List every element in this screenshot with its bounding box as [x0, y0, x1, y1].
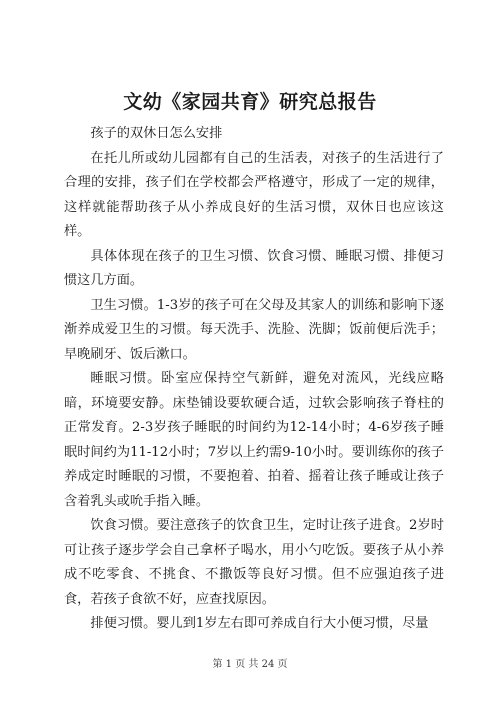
paragraph: 在托儿所或幼儿园都有自己的生活表，对孩子的生活进行了合理的安排，孩子们在学校都会严格遵守，形成了一定的规律，这样就能帮助孩子从小养成良好的生活习惯，双休日也应该这样。 [64, 150, 444, 239]
document-body [64, 122, 444, 637]
paragraph: 卫生习惯。1-3岁的孩子可在父母及其家人的训练和影响下逐渐养成爱卫生的习惯。每天洗手、洗脸、洗脚；饭前便后洗手；早晚刷牙、饭后漱口。 [64, 297, 444, 362]
paragraph: 饮食习惯。要注意孩子的饮食卫生，定时让孩子进食。2岁时可让孩子逐步学会自己拿杯子喝水，用小勺吃饭。要孩子从小养成不吃零食、不挑食、不撒饭等良好习惯。但不应强迫孩子进食，若孩子食欲不好，应查找原因。 [64, 518, 444, 607]
document-title: 文幼《家园共育》研究总报告 [123, 91, 377, 113]
paragraph: 具体体现在孩子的卫生习惯、饮食习惯、睡眠习惯、排便习惯这几方面。 [64, 248, 444, 288]
paragraph: 睡眠习惯。卧室应保持空气新鲜，避免对流风，光线应略暗，环境要安静。床垫铺设要软硬合适，过软会影响孩子脊柱的正常发育。2-3岁孩子睡眠的时间约为12-14小时；4-6岁孩子睡眠时间约为11-12小时；7岁以上约需9-10小时。要训练你的孩子养成定时睡眠的习惯，不要抱着、拍着、摇着让孩子睡或让孩子含着乳头或吮手指入睡。 [64, 371, 444, 509]
paragraph: 排便习惯。婴儿到1岁左右即可养成自行大小便习惯，尽量 [90, 616, 429, 631]
paragraph-heading: 孩子的双休日怎么安排 [90, 126, 223, 141]
page-footer: 第 1 页 共 24 页 [212, 659, 288, 670]
